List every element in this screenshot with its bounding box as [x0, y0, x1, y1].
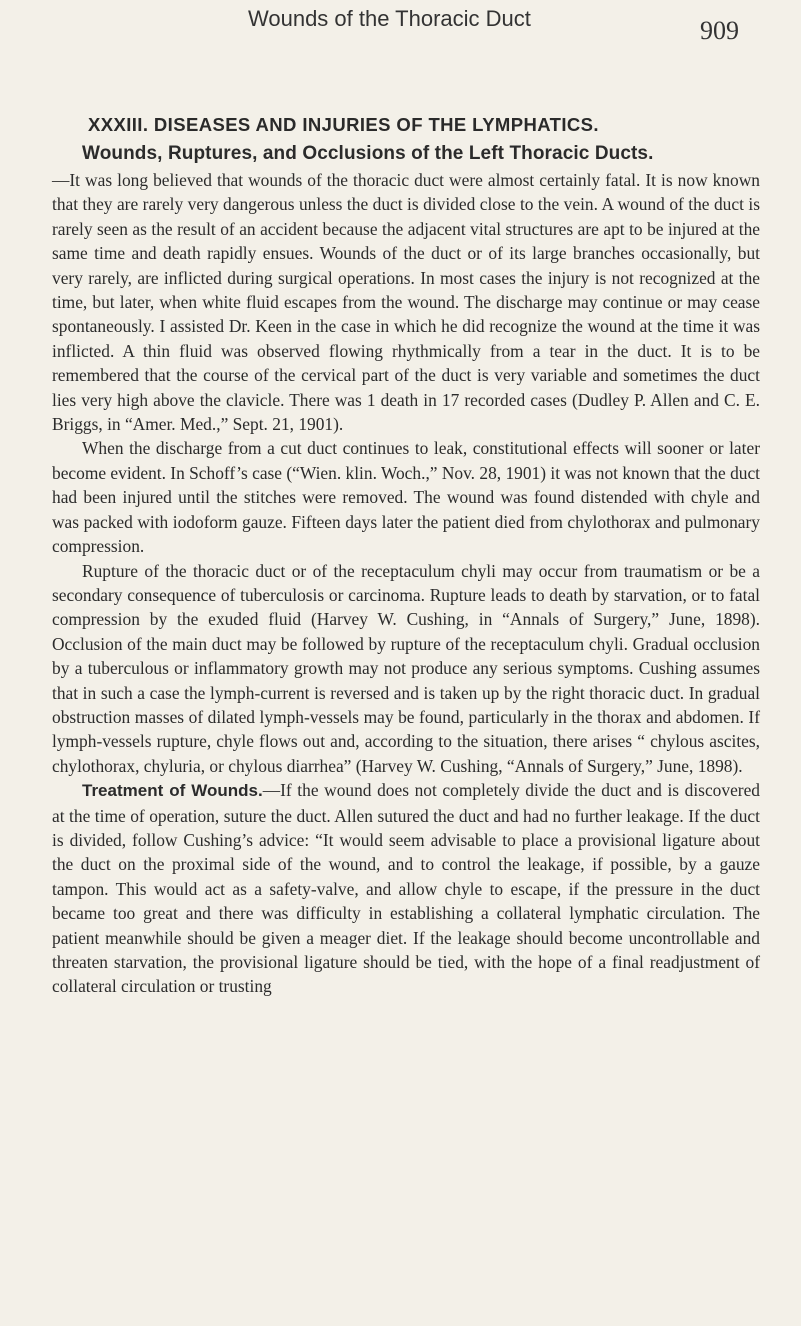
paragraph	[52, 778, 760, 999]
treatment-text: —If the wound does not completely divide the duct and is discovered at the time of operation, suture the duct. Allen sutured the duct and had no further leakage. If the duct is divided, follow Cushing’s advice: “It would seem advisable to place a provisional ligature about the duct on the proximal side of the wound, and to control the leakage, if possible, by a gauze tampon. This would act as a safety-valve, and allow chyle to escape, if the pressure in the duct became too great and there was difficulty in establishing a collateral lymphatic circulation. The patient meanwhile should be given a meager diet. If the leakage should become uncontrollable and threaten starvation, the provisional ligature should be tied, with the hope of a final readjustment of collateral circulation or trusting	[52, 780, 760, 997]
page-number: 909	[700, 16, 739, 45]
paragraph-text: —It was long believed that wounds of the thoracic duct were almost certainly fatal. It is now known that they are rarely very dangerous unless the duct is divided close to the vein. A wound of the duct is rarely seen as the result of an accident because the adjacent vital structures are apt to be injured at the same time and death rapidly ensues. Wounds of the duct or of its large branches occasionally, but very rarely, are inflicted during surgical operations. In most cases the injury is not recognized at the time, but later, when white fluid escapes from the wound. The discharge may continue or may cease spontaneously. I assisted Dr. Keen in the case in which he did recognize the wound at the time it was inflicted. A thin fluid was observed flowing rhythmically from a tear in the duct. It is to be remembered that the course of the cervical part of the duct is very variable and sometimes the duct lies very high above the clavicle. There was 1 death in 17 recorded cases (Dudley P. Allen and C. E. Briggs, in “Amer. Med.,” Sept. 21, 1901).	[52, 170, 760, 435]
treatment-heading: Treatment of Wounds.	[82, 781, 263, 801]
paragraph: Rupture of the thoracic duct or of the receptaculum chyli may occur from traumatism or be a secondary consequence of tuberculosis or carcinoma. Rupture leads to death by starvation, or to fatal compression by the exuded fluid (Harvey W. Cushing, in “Annals of Surgery,” June, 1898). Occlusion of the main duct may be followed by rupture of the receptaculum chyli. Gradual occlusion by a tuberculous or inflammatory growth may not produce any serious symptoms. Cushing assumes that in such a case the lymph-current is reversed and is taken up by the right thoracic duct. In gradual obstruction masses of dilated lymph-vessels may be found, particularly in the thorax and abdomen. If lymph-vessels rupture, chyle flows out and, according to the situation, there arises “ chylous ascites, chylothorax, chyluria, or chylous diarrhea” (Harvey W. Cushing, “Annals of Surgery,” June, 1898).	[52, 560, 760, 776]
running-title: Wounds of the Thoracic Duct	[248, 6, 531, 31]
section-heading: Wounds, Ruptures, and Occlusions of the Left Thoracic Ducts.	[82, 143, 654, 164]
running-head	[0, 6, 801, 46]
chapter-heading: XXXIII. DISEASES AND INJURIES OF THE LYMPHATICS.	[88, 114, 599, 135]
paragraph	[52, 140, 760, 436]
paragraph: When the discharge from a cut duct continues to leak, constitutional effects will sooner or later become evident. In Schoff’s case (“Wien. klin. Woch.,” Nov. 28, 1901) it was not known that the duct had been injured until the stitches were removed. The wound was found distended with chyle and was packed with iodoform gauze. Fifteen days later the patient died from chylothorax and pulmonary compression.	[52, 438, 761, 557]
body-text	[52, 140, 760, 999]
